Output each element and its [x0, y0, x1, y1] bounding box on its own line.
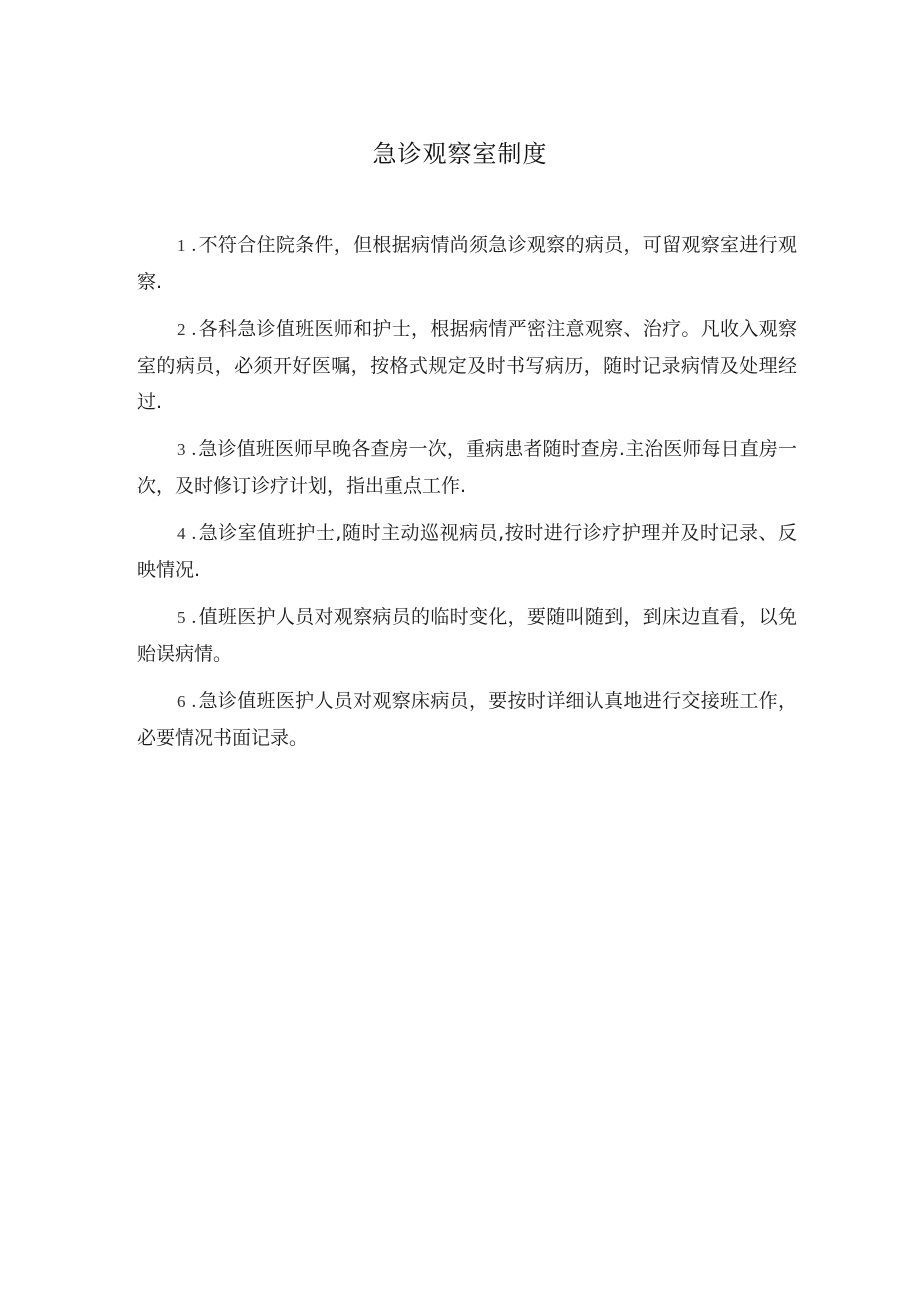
- document-title: 急诊观察室制度: [372, 140, 548, 168]
- rule-number: 6: [177, 692, 188, 711]
- rule-item-4: [137, 515, 797, 588]
- rule-separator: .: [191, 691, 197, 712]
- rule-number: 1: [177, 236, 188, 255]
- rule-item-6: [137, 683, 797, 756]
- rule-separator: .: [191, 235, 197, 256]
- rule-number: 2: [177, 320, 188, 339]
- rule-separator: .: [191, 439, 197, 460]
- rule-number: 4: [177, 524, 188, 543]
- rule-item-1: [137, 227, 797, 300]
- rule-text: 不符合住院条件，但根据病情尚须急诊观察的病员，可留观察室进行观察.: [137, 234, 797, 293]
- rule-text: 急诊值班医护人员对观察床病员，要按时详细认真地进行交接班工作，必要情况书面记录。: [137, 690, 797, 749]
- rule-text: 急诊室值班护士,随时主动巡视病员,按时进行诊疗护理并及时记录、反映情况.: [137, 522, 797, 581]
- rule-number: 5: [177, 608, 188, 627]
- rule-item-5: [137, 599, 797, 672]
- document-body: [137, 227, 797, 767]
- rule-item-2: [137, 311, 797, 420]
- rule-text: 急诊值班医师早晚各查房一次，重病患者随时查房.主治医师每日直房一次，及时修订诊疗计划，指出重点工作.: [137, 438, 797, 497]
- rule-text: 值班医护人员对观察病员的临时变化，要随叫随到，到床边直看，以免贻误病情。: [137, 606, 797, 665]
- rule-separator: .: [191, 319, 197, 340]
- rule-separator: .: [191, 523, 197, 544]
- rule-number: 3: [177, 440, 188, 459]
- rule-separator: .: [191, 607, 197, 628]
- rule-text: 各科急诊值班医师和护士，根据病情严密注意观察、治疗。凡收入观察室的病员，必须开好医嘱，按格式规定及时书写病历，随时记录病情及处理经过.: [137, 318, 797, 413]
- rule-item-3: [137, 431, 797, 504]
